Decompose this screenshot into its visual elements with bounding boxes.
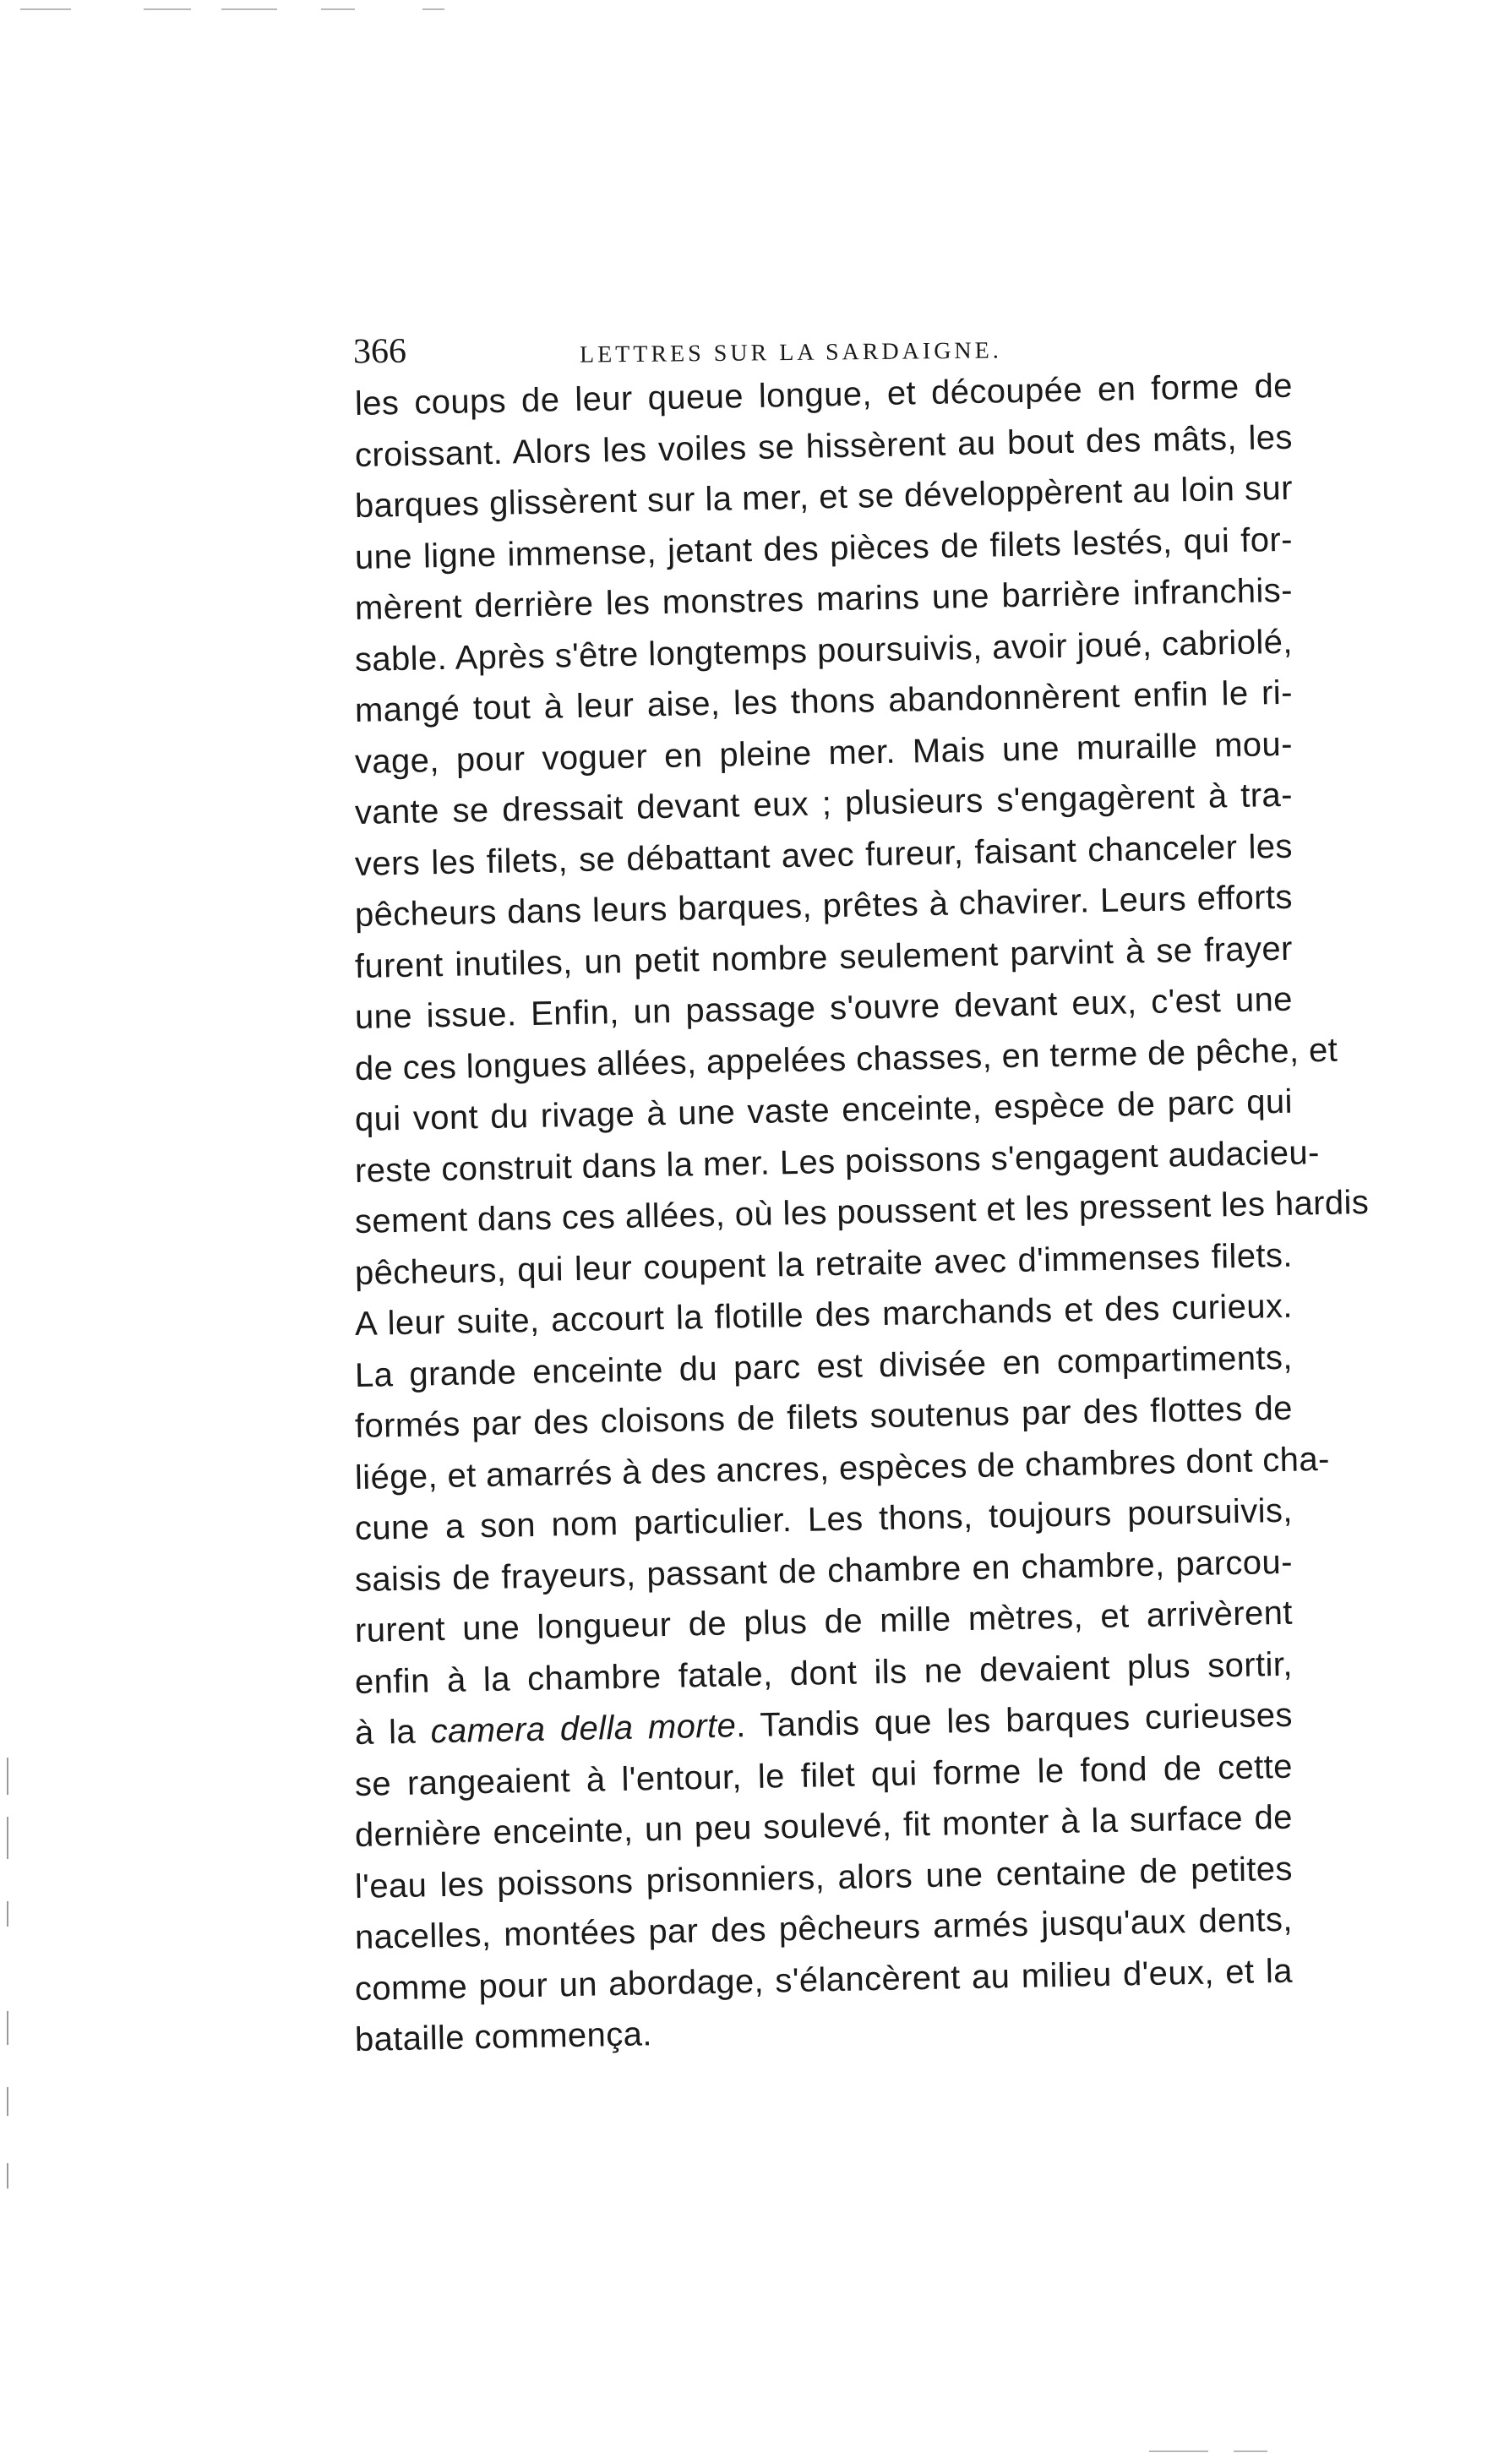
scan-edge-mark	[7, 2087, 8, 2116]
running-head: LETTRES SUR LA SARDAIGNE.	[579, 337, 1002, 368]
text-line: reste construit dans la mer. Les poissons s'engagent audacieu-	[354, 1133, 1321, 1190]
scan-edge-mark	[422, 8, 444, 10]
text-line: se rangeaient à l'entour, le filet qui forme le fond de cette	[354, 1747, 1294, 1803]
text-line: nacelles, montées par des pêcheurs armés jusqu'aux dents,	[354, 1900, 1294, 1956]
scan-edge-mark	[7, 2011, 8, 2045]
text-line: l'eau les poissons prisonniers, alors une centaine de petites	[354, 1850, 1294, 1905]
text-line: La grande enceinte du parc est divisée en compartiments,	[354, 1338, 1294, 1394]
text-line: saisis de frayeurs, passant de chambre en chambre, parcou-	[354, 1543, 1294, 1599]
scan-edge-mark	[7, 2163, 8, 2189]
text-line: enfin à la chambre fatale, dont ils ne devaient plus sortir,	[354, 1645, 1294, 1701]
text-line: vers les filets, se débattant avec fureur, faisant chanceler les	[354, 827, 1294, 883]
text-line: mangé tout à leur aise, les thons abandonnèrent enfin le ri-	[354, 673, 1294, 729]
text-line: croissant. Alors les voiles se hissèrent au bout des mâts, les	[354, 418, 1294, 474]
text-line: furent inutiles, un petit nombre seulement parvint à se frayer	[354, 929, 1294, 985]
text-line: une ligne immense, jetant des pièces de filets lestés, qui for-	[354, 521, 1294, 576]
text-line: formés par des cloisons de filets soutenus par des flottes de	[354, 1389, 1294, 1445]
scan-edge-mark	[1234, 2450, 1267, 2452]
scan-edge-mark	[20, 8, 71, 10]
text-line: de ces longues allées, appelées chasses, en terme de pêche, et	[354, 1031, 1338, 1088]
text-line: qui vont du rivage à une vaste enceinte, espèce de parc qui	[354, 1082, 1294, 1138]
page-number: 366	[352, 331, 407, 372]
text-line: A leur suite, accourt la flotille des marchands et des curieux.	[354, 1287, 1294, 1343]
text-line: les coups de leur queue longue, et découpée en forme de	[354, 367, 1294, 422]
text-line: sement dans ces allées, où les poussent et les pressent les hardis	[354, 1183, 1370, 1240]
text-line: vante se dressait devant eux ; plusieurs s'engagèrent à tra-	[354, 776, 1294, 831]
scan-edge-mark	[7, 1758, 8, 1795]
scan-edge-mark	[1149, 2450, 1208, 2452]
text-line: comme pour un abordage, s'élancèrent au milieu d'eux, et la	[354, 1952, 1294, 2008]
page-body	[354, 367, 1370, 2066]
scan-edge-mark	[7, 1901, 8, 1927]
text-line: mèrent derrière les monstres marins une barrière infranchis-	[354, 571, 1294, 627]
scan-edge-mark	[144, 8, 191, 10]
text-line: bataille commença.	[354, 2015, 653, 2058]
text-line: liége, et amarrés à des ancres, espèces de chambres dont cha-	[354, 1440, 1331, 1496]
text-line: dernière enceinte, un peu soulevé, fit monter à la surface de	[354, 1798, 1294, 1854]
text-line: une issue. Enfin, un passage s'ouvre devant eux, c'est une	[354, 980, 1294, 1036]
text-line: vage, pour voguer en pleine mer. Mais une muraille mou-	[354, 725, 1294, 781]
text-line: sable. Après s'être longtemps poursuivis, avoir joué, cabriolé,	[354, 623, 1294, 679]
text-fragment: . Tandis que les barques curieuses	[735, 1696, 1294, 1745]
text-line: rurent une longueur de plus de mille mètres, et arrivèrent	[354, 1594, 1294, 1649]
text-fragment: à la	[354, 1713, 417, 1752]
scan-edge-mark	[221, 8, 277, 10]
scan-edge-mark	[7, 1817, 8, 1859]
text-line: barques glissèrent sur la mer, et se développèrent au loin sur	[354, 469, 1294, 525]
text-line: pêcheurs, qui leur coupent la retraite avec d'immenses filets.	[354, 1236, 1294, 1292]
text-line: pêcheurs dans leurs barques, prêtes à chavirer. Leurs efforts	[354, 878, 1294, 934]
scan-edge-mark	[321, 8, 355, 10]
italic-phrase: camera della morte	[430, 1707, 737, 1751]
text-line: cune a son nom particulier. Les thons, toujours poursuivis,	[354, 1491, 1294, 1547]
